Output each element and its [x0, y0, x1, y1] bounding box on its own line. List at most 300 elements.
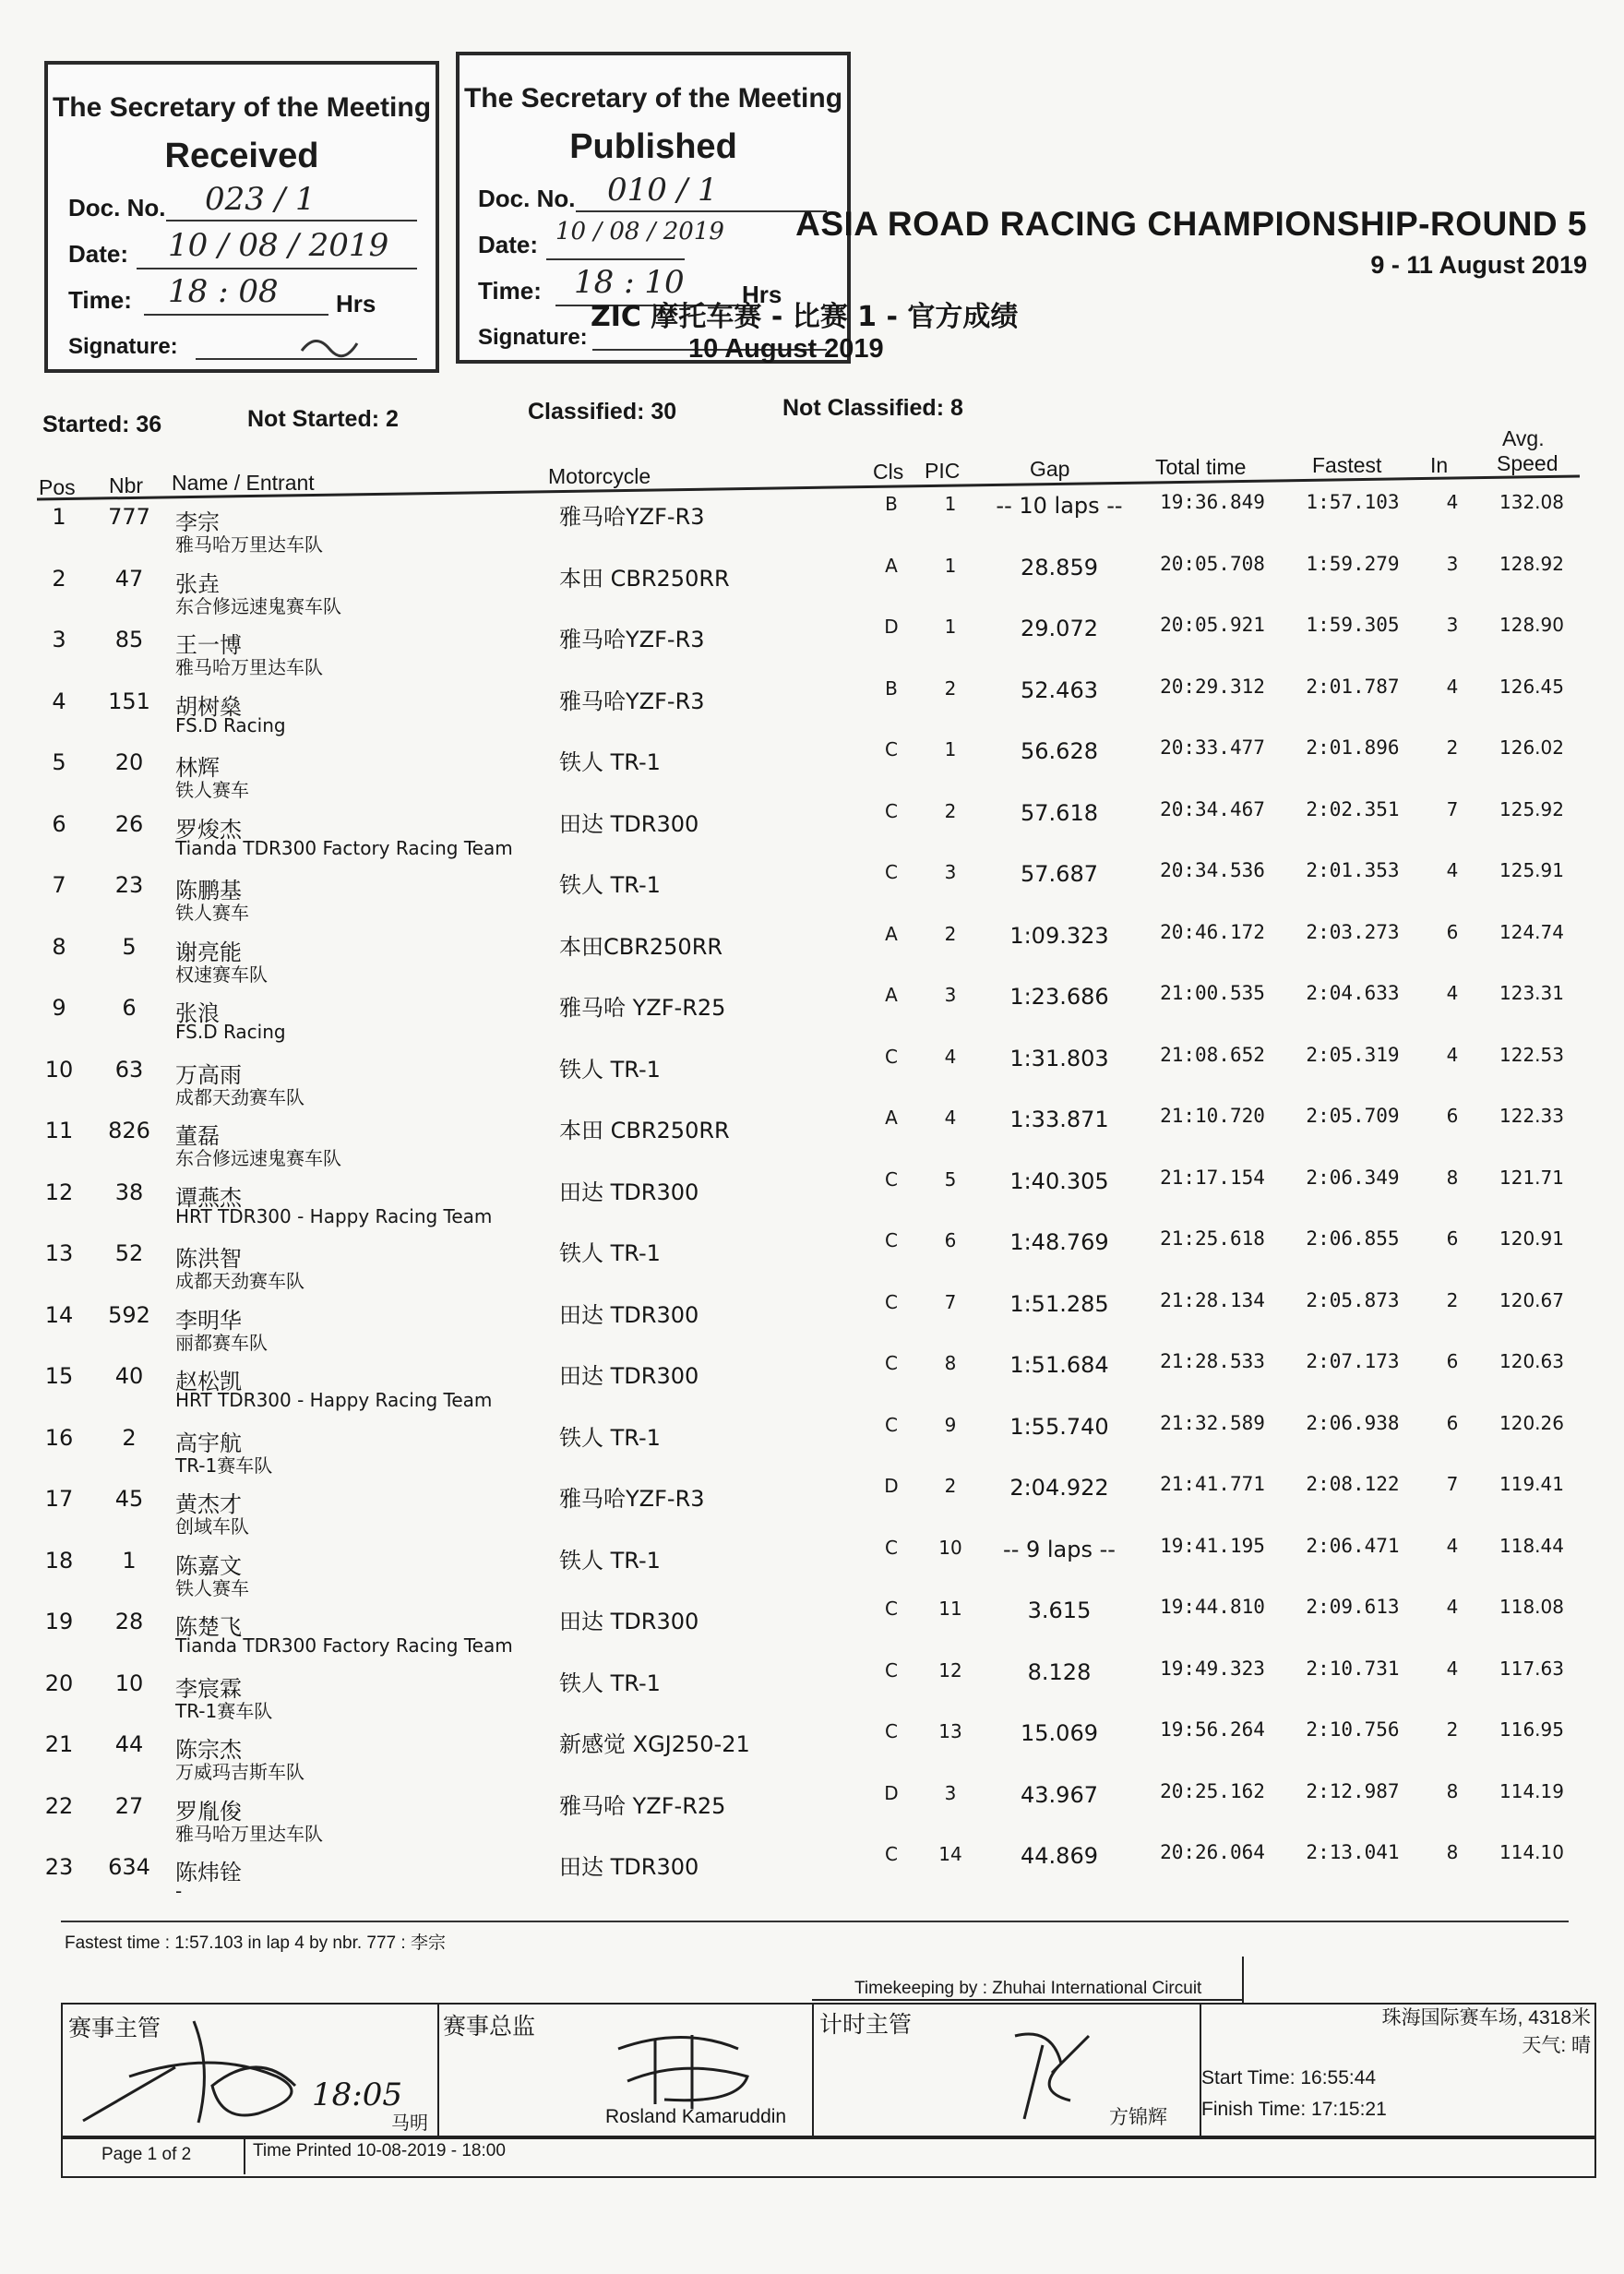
- row-class: C: [885, 1290, 898, 1313]
- row-motorcycle: 铁人 TR-1: [559, 1547, 661, 1574]
- row-name: 陈宗杰: [175, 1737, 242, 1763]
- col-speed: Speed: [1497, 451, 1558, 475]
- row-entrant: Tianda TDR300 Factory Racing Team: [175, 836, 513, 859]
- row-class: C: [885, 1843, 898, 1865]
- row-total-time: 19:44.810: [1160, 1596, 1265, 1618]
- stamp-heading: The Secretary of the Meeting: [463, 83, 843, 114]
- row-pos: 7: [52, 872, 66, 898]
- row-in-lap: 3: [1446, 614, 1459, 636]
- row-pos: 4: [52, 688, 66, 714]
- row-nbr: 1: [122, 1547, 137, 1574]
- row-entrant: 成都天劲赛车队: [175, 1085, 304, 1108]
- row-total-time: 21:32.589: [1160, 1411, 1265, 1434]
- row-class: C: [885, 1167, 898, 1191]
- row-avg-speed: 123.31: [1499, 982, 1564, 1004]
- row-gap: 44.869: [1021, 1843, 1098, 1869]
- session-date: 10 August 2019: [688, 334, 884, 364]
- row-motorcycle: 铁人 TR-1: [559, 1670, 661, 1696]
- row-motorcycle: 铁人 TR-1: [559, 749, 661, 775]
- row-pos: 17: [44, 1486, 74, 1512]
- row-fastest: 2:07.173: [1306, 1350, 1400, 1372]
- row-total-time: 20:05.921: [1160, 614, 1265, 636]
- row-class: C: [885, 1720, 898, 1742]
- row-in-lap: 8: [1446, 1841, 1459, 1863]
- row-gap: 1:40.305: [1009, 1167, 1109, 1194]
- row-class: C: [885, 1413, 898, 1436]
- row-entrant: TR-1赛车队: [175, 1454, 273, 1477]
- row-motorcycle: 本田CBR250RR: [559, 933, 723, 960]
- row-nbr: 85: [114, 627, 144, 652]
- row-pos: 11: [44, 1118, 74, 1143]
- signature-label: Signature:: [68, 334, 178, 359]
- row-nbr: 27: [114, 1792, 144, 1819]
- row-in-lap: 6: [1446, 920, 1459, 943]
- row-fastest: 2:06.938: [1306, 1411, 1400, 1434]
- row-total-time: 20:34.536: [1160, 859, 1265, 881]
- row-name: 万高雨: [175, 1061, 242, 1088]
- row-pos: 16: [44, 1424, 74, 1451]
- row-name: 陈鹏基: [175, 878, 242, 904]
- col-name: Name / Entrant: [172, 471, 315, 495]
- row-gap: 1:48.769: [1009, 1229, 1109, 1255]
- row-nbr: 826: [108, 1118, 150, 1143]
- row-motorcycle: 本田 CBR250RR: [559, 1118, 730, 1143]
- row-nbr: 5: [122, 933, 137, 960]
- row-gap: 15.069: [1021, 1720, 1098, 1746]
- row-name: 谭燕杰: [175, 1184, 242, 1211]
- row-pos: 22: [44, 1792, 74, 1819]
- row-pic: 3: [944, 861, 957, 883]
- row-in-lap: 4: [1446, 675, 1459, 698]
- row-fastest: 2:05.319: [1306, 1043, 1400, 1066]
- page-number: Page 1 of 2: [102, 2145, 192, 2164]
- doc-value: 023 / 1: [205, 181, 316, 218]
- row-in-lap: 7: [1446, 797, 1459, 820]
- row-in-lap: 8: [1446, 1166, 1459, 1189]
- row-in-lap: 6: [1446, 1350, 1459, 1372]
- row-pos: 18: [44, 1547, 74, 1574]
- row-name: 李宸霖: [175, 1675, 242, 1702]
- row-pic: 8: [944, 1352, 957, 1374]
- row-avg-speed: 132.08: [1499, 491, 1564, 513]
- row-motorcycle: 新感觉 XGJ250-21: [559, 1731, 750, 1757]
- col-total-time: Total time: [1155, 455, 1247, 479]
- row-class: C: [885, 1658, 898, 1682]
- time-label: Time:: [68, 286, 132, 314]
- row-avg-speed: 128.90: [1499, 614, 1564, 636]
- row-pos: 10: [44, 1056, 74, 1083]
- row-in-lap: 8: [1446, 1779, 1459, 1802]
- row-entrant: 东合修远速鬼赛车队: [175, 1147, 341, 1169]
- row-entrant: HRT TDR300 - Happy Racing Team: [175, 1204, 493, 1227]
- row-class: C: [885, 799, 898, 822]
- row-nbr: 634: [108, 1854, 150, 1880]
- row-fastest: 2:01.896: [1306, 736, 1400, 759]
- row-entrant: FS.D Racing: [175, 1021, 286, 1043]
- event-dates: 9 - 11 August 2019: [1370, 251, 1587, 279]
- row-name: 赵松凯: [175, 1369, 242, 1394]
- row-fastest: 2:10.731: [1306, 1657, 1400, 1680]
- row-name: 陈炜铨: [175, 1860, 242, 1885]
- date-label: Date:: [68, 240, 129, 268]
- row-motorcycle: 铁人 TR-1: [559, 1424, 661, 1451]
- col-fastest: Fastest: [1312, 453, 1382, 477]
- time-unit: Hrs: [742, 281, 782, 308]
- row-nbr: 777: [108, 504, 150, 530]
- row-name: 胡树燊: [175, 693, 242, 720]
- row-in-lap: 3: [1446, 552, 1459, 575]
- row-name: 罗焌杰: [175, 816, 242, 843]
- row-in-lap: 4: [1446, 1596, 1459, 1618]
- row-pic: 1: [944, 493, 957, 515]
- row-name: 高宇航: [175, 1430, 242, 1456]
- race-supervisor-signature: [609, 2030, 757, 2113]
- row-fastest: 2:12.987: [1306, 1779, 1400, 1802]
- start-time: Start Time: 16:55:44: [1201, 2067, 1377, 2088]
- row-pic: 9: [944, 1413, 957, 1436]
- row-class: D: [884, 616, 899, 638]
- row-name: 张浪: [175, 1000, 220, 1026]
- row-avg-speed: 126.45: [1499, 675, 1564, 698]
- row-avg-speed: 125.92: [1499, 797, 1564, 820]
- row-avg-speed: 122.53: [1499, 1043, 1564, 1066]
- row-motorcycle: 铁人 TR-1: [559, 872, 661, 898]
- row-in-lap: 6: [1446, 1105, 1459, 1127]
- row-pic: 12: [938, 1658, 962, 1682]
- row-entrant: 雅马哈万里达车队: [175, 656, 323, 678]
- row-total-time: 19:36.849: [1160, 491, 1265, 513]
- row-pos: 2: [52, 565, 66, 592]
- row-pic: 6: [944, 1229, 957, 1251]
- row-fastest: 2:08.122: [1306, 1473, 1400, 1495]
- timekeeping-note: Timekeeping by : Zhuhai International Circuit: [854, 1979, 1202, 1998]
- row-entrant: 创域车队: [175, 1515, 249, 1538]
- row-name: 陈嘉文: [175, 1552, 242, 1579]
- timing-manager-signature: [997, 2017, 1107, 2128]
- col-class: Cls: [873, 460, 904, 484]
- row-nbr: 2: [122, 1424, 137, 1451]
- row-pos: 6: [52, 810, 66, 837]
- row-entrant: HRT TDR300 - Happy Racing Team: [175, 1389, 493, 1411]
- row-motorcycle: 田达 TDR300: [559, 1609, 699, 1634]
- row-motorcycle: 雅马哈 YZF-R25: [559, 1792, 726, 1819]
- row-total-time: 21:28.533: [1160, 1350, 1265, 1372]
- row-entrant: 铁人赛车: [175, 902, 249, 924]
- row-motorcycle: 田达 TDR300: [559, 1854, 699, 1880]
- row-total-time: 20:33.477: [1160, 736, 1265, 759]
- row-in-lap: 6: [1446, 1227, 1459, 1250]
- row-pic: 4: [944, 1107, 957, 1129]
- row-gap: 1:55.740: [1009, 1413, 1109, 1440]
- row-class: C: [885, 738, 898, 760]
- row-name: 李宗: [175, 509, 220, 535]
- row-class: C: [885, 1229, 898, 1251]
- row-total-time: 19:49.323: [1160, 1657, 1265, 1680]
- col-pic: PIC: [925, 459, 961, 483]
- row-in-lap: 4: [1446, 859, 1459, 881]
- row-class: A: [885, 1107, 898, 1129]
- row-pic: 11: [938, 1598, 962, 1620]
- row-entrant: 铁人赛车: [175, 779, 249, 801]
- row-avg-speed: 120.67: [1499, 1288, 1564, 1311]
- row-gap: 29.072: [1021, 616, 1098, 641]
- row-motorcycle: 田达 TDR300: [559, 810, 699, 837]
- row-name: 陈洪智: [175, 1246, 242, 1272]
- championship-title: ASIA ROAD RACING CHAMPIONSHIP-ROUND 5: [795, 205, 1587, 243]
- row-gap: 57.618: [1021, 799, 1098, 826]
- row-name: 董磊: [175, 1123, 220, 1149]
- row-nbr: 6: [122, 995, 137, 1021]
- fastest-time-note: Fastest time : 1:57.103 in lap 4 by nbr. 777 : 李宗: [65, 1933, 446, 1953]
- row-gap: 8.128: [1027, 1658, 1092, 1685]
- row-pos: 20: [44, 1670, 74, 1696]
- row-pos: 8: [52, 933, 66, 960]
- sig1-name: 马明: [391, 2113, 428, 2134]
- row-pic: 1: [944, 738, 957, 760]
- row-in-lap: 2: [1446, 736, 1459, 759]
- row-pic: 13: [938, 1720, 962, 1742]
- row-nbr: 44: [114, 1731, 144, 1757]
- row-total-time: 21:00.535: [1160, 982, 1265, 1004]
- row-pos: 14: [44, 1301, 74, 1328]
- row-total-time: 21:08.652: [1160, 1043, 1265, 1066]
- row-total-time: 20:29.312: [1160, 675, 1265, 698]
- row-total-time: 21:28.134: [1160, 1288, 1265, 1311]
- sig3-name: 方锦辉: [1109, 2107, 1167, 2128]
- date-value: 10 / 08 / 2019: [168, 227, 389, 264]
- row-motorcycle: 田达 TDR300: [559, 1363, 699, 1389]
- row-pic: 10: [938, 1536, 962, 1559]
- row-gap: 1:23.686: [1009, 984, 1109, 1010]
- row-entrant: 雅马哈万里达车队: [175, 533, 323, 556]
- row-entrant: Tianda TDR300 Factory Racing Team: [175, 1634, 513, 1657]
- row-in-lap: 4: [1446, 491, 1459, 513]
- doc-label: Doc. No.: [478, 185, 576, 212]
- row-total-time: 21:41.771: [1160, 1473, 1265, 1495]
- row-avg-speed: 116.95: [1499, 1718, 1564, 1741]
- col-motorcycle: Motorcycle: [548, 464, 651, 488]
- row-class: B: [885, 676, 898, 700]
- col-gap: Gap: [1030, 457, 1070, 481]
- circuit-info: 珠海国际赛车场, 4318米: [1381, 2007, 1591, 2029]
- row-motorcycle: 雅马哈YZF-R3: [559, 504, 705, 530]
- row-class: C: [885, 861, 898, 883]
- session-title: ZIC 摩托车赛 - 比赛 1 - 官方成绩: [591, 301, 1019, 333]
- row-name: 张垚: [175, 570, 220, 597]
- row-entrant: TR-1赛车队: [175, 1699, 273, 1722]
- row-total-time: 20:05.708: [1160, 552, 1265, 575]
- row-class: C: [885, 1352, 898, 1374]
- row-entrant: -: [175, 1880, 183, 1902]
- col-in: In: [1430, 453, 1449, 477]
- row-avg-speed: 122.33: [1499, 1105, 1564, 1127]
- col-nbr: Nbr: [109, 473, 144, 497]
- row-avg-speed: 120.91: [1499, 1227, 1564, 1250]
- row-fastest: 2:01.353: [1306, 859, 1400, 881]
- row-avg-speed: 114.19: [1499, 1779, 1564, 1802]
- row-fastest: 2:03.273: [1306, 920, 1400, 943]
- row-nbr: 28: [114, 1609, 144, 1634]
- row-motorcycle: 雅马哈YZF-R3: [559, 627, 705, 652]
- row-nbr: 23: [114, 872, 144, 898]
- row-fastest: 2:13.041: [1306, 1841, 1400, 1863]
- row-nbr: 52: [114, 1240, 144, 1266]
- row-pos: 5: [52, 749, 66, 775]
- row-class: A: [885, 984, 898, 1006]
- stamp-status: Published: [569, 127, 737, 166]
- row-entrant: 万威玛吉斯车队: [175, 1761, 304, 1783]
- row-in-lap: 2: [1446, 1718, 1459, 1741]
- row-fastest: 2:05.873: [1306, 1288, 1400, 1311]
- row-avg-speed: 128.92: [1499, 552, 1564, 575]
- row-pic: 7: [944, 1290, 957, 1313]
- row-total-time: 20:46.172: [1160, 920, 1265, 943]
- row-class: C: [885, 1598, 898, 1620]
- row-name: 罗胤俊: [175, 1798, 242, 1825]
- row-total-time: 20:25.162: [1160, 1779, 1265, 1802]
- row-entrant: FS.D Racing: [175, 713, 286, 736]
- row-name: 林辉: [175, 755, 220, 781]
- row-name: 黄杰才: [175, 1491, 242, 1517]
- row-nbr: 63: [114, 1056, 144, 1083]
- row-motorcycle: 雅马哈 YZF-R25: [559, 995, 726, 1021]
- row-avg-speed: 118.08: [1499, 1596, 1564, 1618]
- date-value: 10 / 08 / 2019: [555, 218, 724, 245]
- row-total-time: 21:10.720: [1160, 1105, 1265, 1127]
- row-fastest: 2:10.756: [1306, 1718, 1400, 1741]
- row-fastest: 1:57.103: [1306, 491, 1400, 513]
- time-unit: Hrs: [336, 290, 376, 317]
- row-total-time: 21:17.154: [1160, 1166, 1265, 1189]
- row-entrant: 铁人赛车: [175, 1576, 249, 1599]
- row-nbr: 47: [114, 565, 144, 592]
- row-motorcycle: 雅马哈YZF-R3: [559, 1486, 705, 1512]
- row-nbr: 10: [114, 1670, 144, 1696]
- row-gap: 1:09.323: [1009, 922, 1109, 949]
- row-pic: 1: [944, 554, 957, 577]
- row-gap: 1:31.803: [1009, 1045, 1109, 1071]
- row-name: 谢亮能: [175, 939, 242, 965]
- sig1-time: 18:05: [312, 2077, 402, 2113]
- race-director-signature: [74, 2012, 314, 2132]
- row-fastest: 1:59.279: [1306, 552, 1400, 575]
- signature-label: Signature:: [478, 325, 588, 350]
- row-total-time: 20:26.064: [1160, 1841, 1265, 1863]
- row-pos: 13: [44, 1240, 74, 1266]
- started-count: Started: 36: [42, 412, 162, 437]
- row-name: 王一博: [175, 632, 242, 658]
- row-total-time: 21:25.618: [1160, 1227, 1265, 1250]
- not-started-count: Not Started: 2: [247, 406, 399, 432]
- row-pos: 23: [44, 1854, 74, 1880]
- row-avg-speed: 118.44: [1499, 1534, 1564, 1557]
- row-class: D: [884, 1781, 899, 1804]
- row-entrant: 成都天劲赛车队: [175, 1270, 304, 1292]
- row-motorcycle: 田达 TDR300: [559, 1179, 699, 1205]
- row-fastest: 2:04.633: [1306, 982, 1400, 1004]
- row-pic: 5: [944, 1167, 957, 1191]
- row-avg-speed: 117.63: [1499, 1657, 1564, 1680]
- row-total-time: 20:34.467: [1160, 797, 1265, 820]
- row-nbr: 592: [108, 1301, 150, 1328]
- row-motorcycle: 雅马哈YZF-R3: [559, 688, 705, 714]
- row-gap: -- 10 laps --: [996, 493, 1123, 519]
- row-class: B: [885, 493, 898, 515]
- row-gap: 1:33.871: [1009, 1107, 1109, 1132]
- row-avg-speed: 120.26: [1499, 1411, 1564, 1434]
- row-avg-speed: 126.02: [1499, 736, 1564, 759]
- finish-time: Finish Time: 17:15:21: [1201, 2099, 1387, 2120]
- row-pos: 21: [44, 1731, 74, 1757]
- row-fastest: 2:05.709: [1306, 1105, 1400, 1127]
- time-label: Time:: [478, 277, 542, 305]
- row-entrant: 雅马哈万里达车队: [175, 1822, 323, 1845]
- row-pic: 2: [944, 1475, 957, 1497]
- row-gap: 57.687: [1021, 861, 1098, 887]
- time-value: 18 : 10: [574, 264, 685, 301]
- row-avg-speed: 119.41: [1499, 1473, 1564, 1495]
- date-label: Date:: [478, 231, 539, 258]
- row-pos: 9: [52, 995, 66, 1021]
- row-in-lap: 4: [1446, 1657, 1459, 1680]
- row-total-time: 19:41.195: [1160, 1534, 1265, 1557]
- row-fastest: 2:01.787: [1306, 675, 1400, 698]
- row-entrant: 丽都赛车队: [175, 1331, 268, 1354]
- row-pos: 19: [44, 1609, 74, 1634]
- row-gap: 1:51.684: [1009, 1352, 1109, 1378]
- row-nbr: 45: [114, 1486, 144, 1512]
- row-pic: 1: [944, 616, 957, 638]
- row-pic: 3: [944, 984, 957, 1006]
- row-gap: 2:04.922: [1009, 1475, 1109, 1501]
- row-avg-speed: 120.63: [1499, 1350, 1564, 1372]
- row-avg-speed: 125.91: [1499, 859, 1564, 881]
- row-fastest: 1:59.305: [1306, 614, 1400, 636]
- row-pos: 15: [44, 1363, 74, 1389]
- col-avg: Avg.: [1502, 426, 1545, 450]
- row-gap: 28.859: [1021, 554, 1098, 580]
- doc-label: Doc. No.: [68, 194, 166, 221]
- row-gap: 43.967: [1021, 1781, 1098, 1808]
- row-motorcycle: 铁人 TR-1: [559, 1240, 661, 1266]
- row-nbr: 151: [108, 688, 150, 714]
- row-avg-speed: 121.71: [1499, 1166, 1564, 1189]
- row-total-time: 19:56.264: [1160, 1718, 1265, 1741]
- row-pic: 3: [944, 1781, 957, 1804]
- row-pic: 2: [944, 799, 957, 822]
- row-avg-speed: 124.74: [1499, 920, 1564, 943]
- row-pic: 14: [938, 1843, 962, 1865]
- row-in-lap: 4: [1446, 982, 1459, 1004]
- row-avg-speed: 114.10: [1499, 1841, 1564, 1863]
- row-class: C: [885, 1536, 898, 1559]
- row-fastest: 2:09.613: [1306, 1596, 1400, 1618]
- row-gap: 56.628: [1021, 738, 1098, 764]
- classified-count: Classified: 30: [528, 399, 677, 425]
- col-pos: Pos: [39, 475, 76, 499]
- row-pos: 3: [52, 627, 66, 652]
- row-nbr: 20: [114, 749, 144, 775]
- row-class: D: [884, 1475, 899, 1497]
- row-pos: 1: [52, 504, 66, 530]
- row-gap: 3.615: [1027, 1598, 1092, 1623]
- row-pic: 2: [944, 676, 957, 700]
- row-gap: 1:51.285: [1009, 1290, 1109, 1317]
- row-nbr: 38: [114, 1179, 144, 1205]
- row-in-lap: 2: [1446, 1288, 1459, 1311]
- race-supervisor-label: 赛事总监: [443, 2014, 536, 2040]
- row-class: A: [885, 922, 898, 945]
